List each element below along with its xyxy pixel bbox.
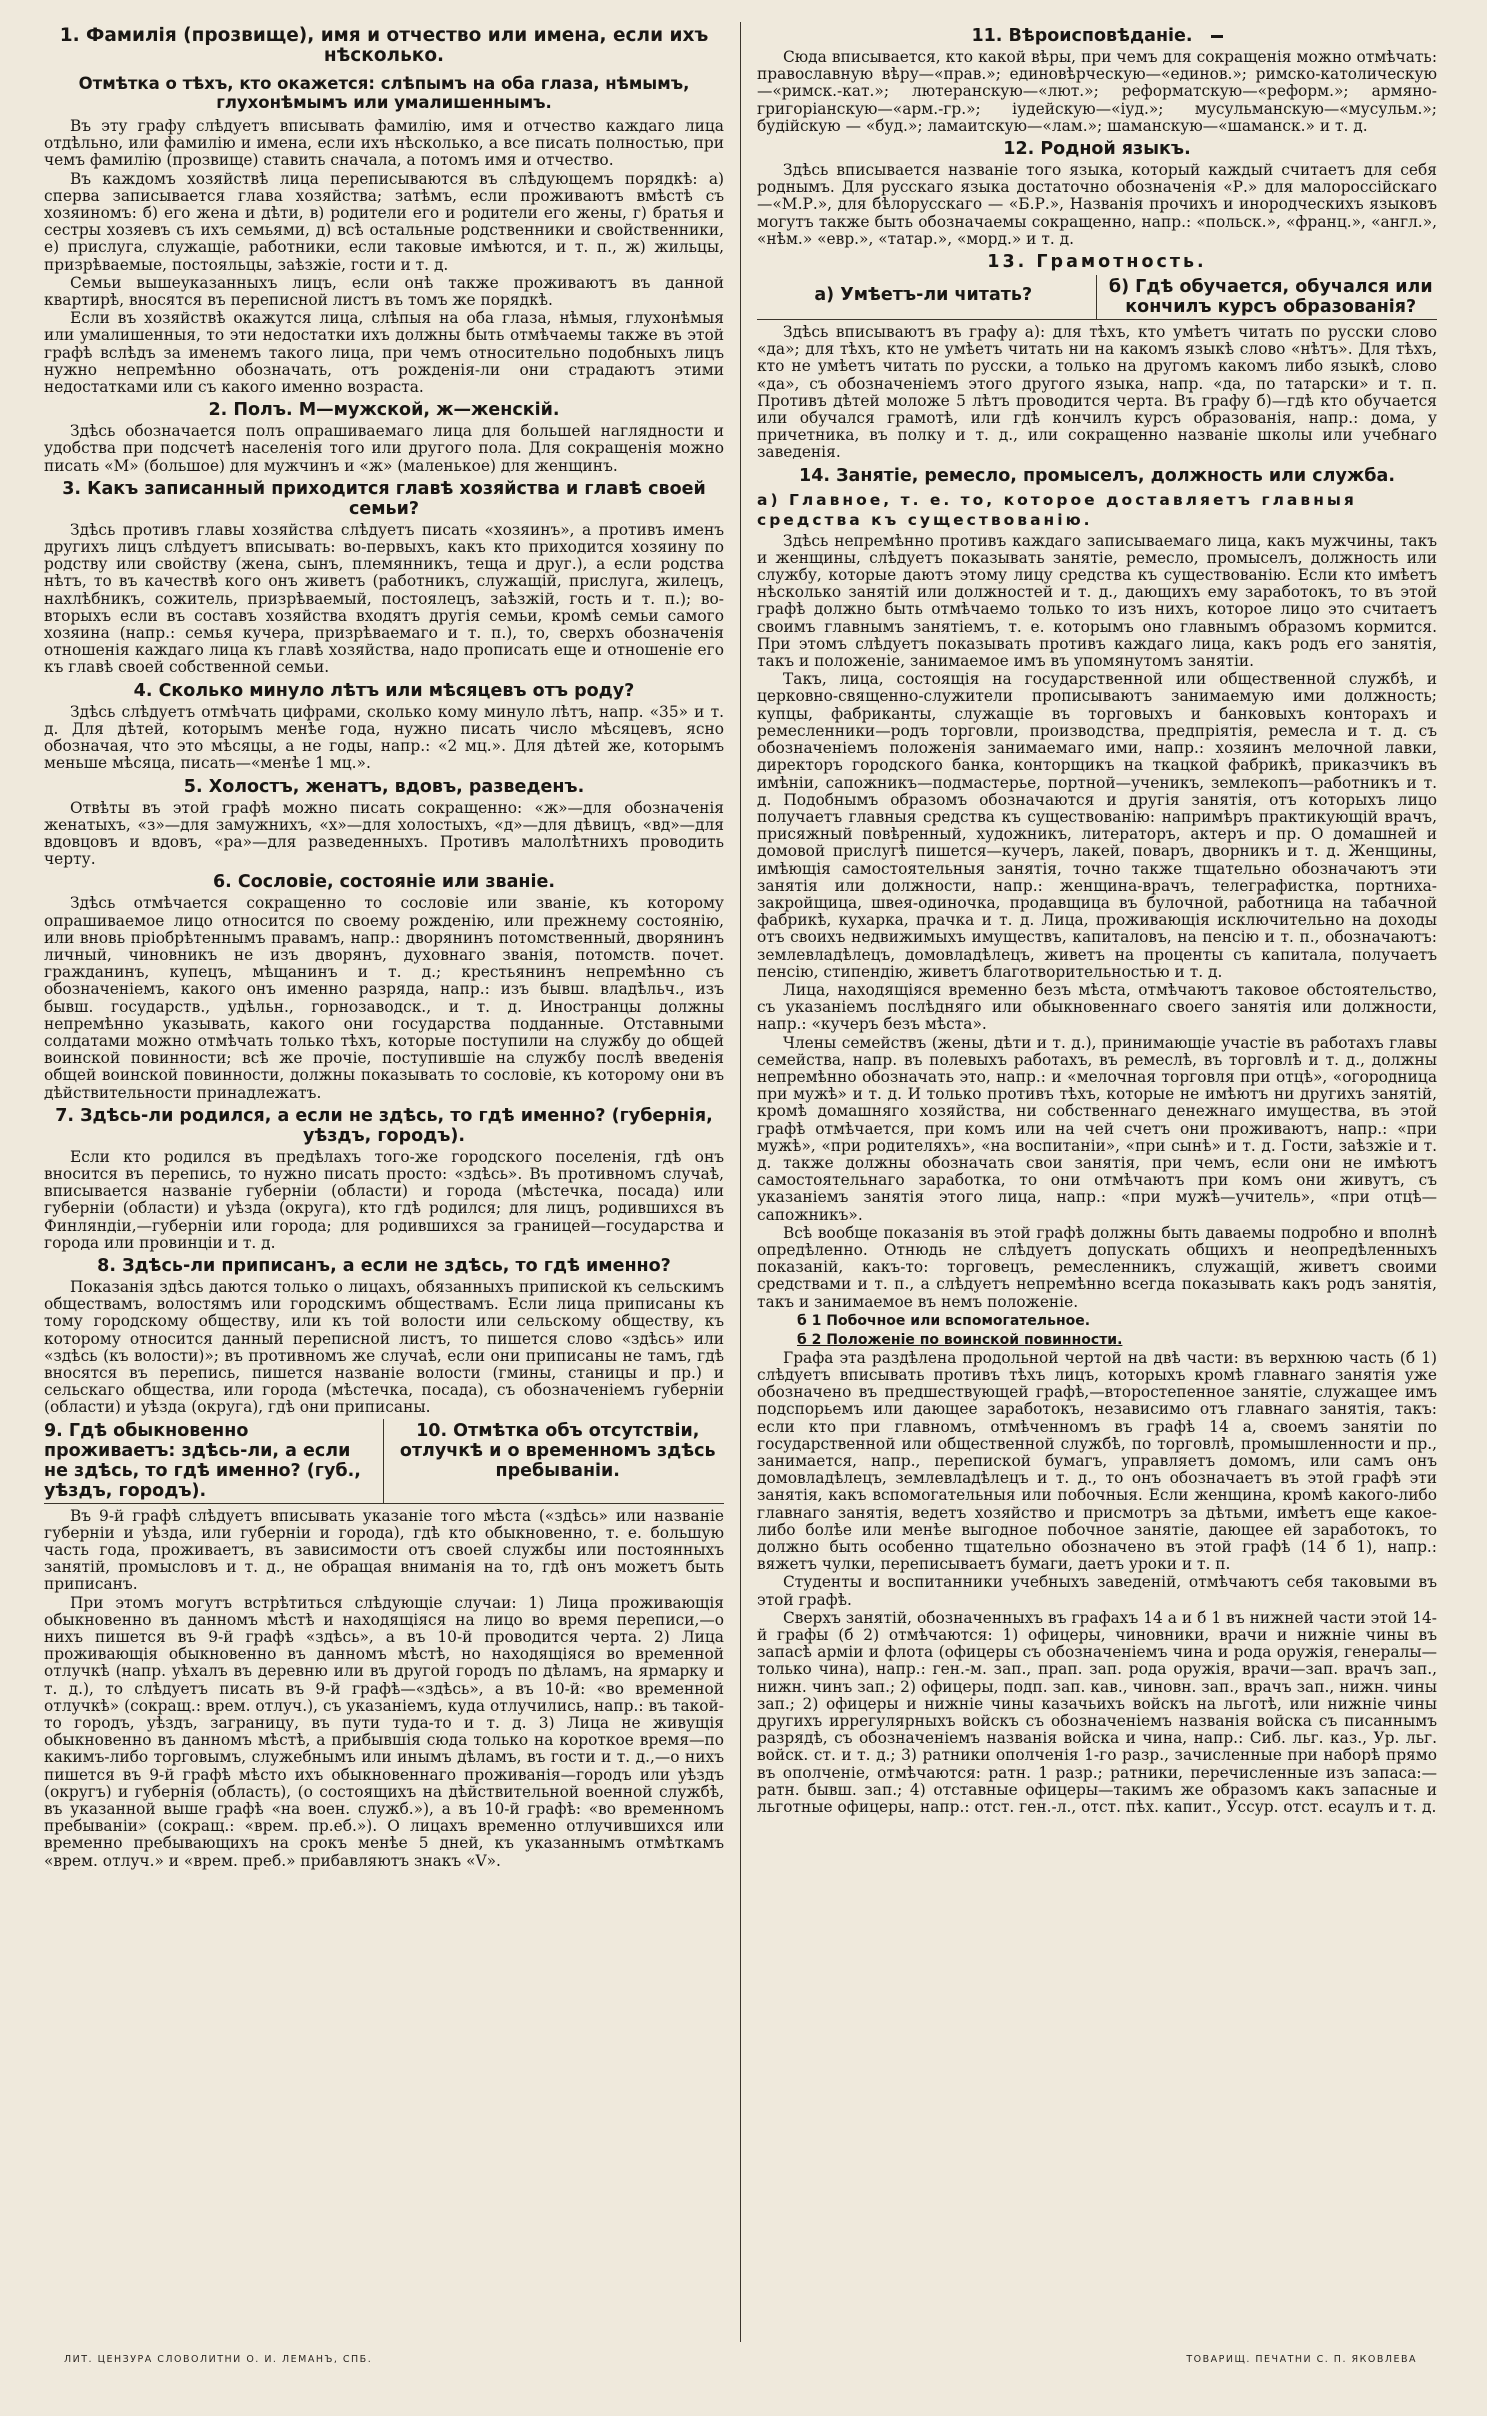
section-7-heading: 7. Здѣсь-ли родился, а если не здѣсь, то гдѣ именно? (губернія, уѣздъ, городъ). [55,1105,713,1146]
footer-right-imprint: ТОВАРИЩ. ПЕЧАТНИ С. П. ЯКОВЛЕВА [1186,2354,1417,2365]
paragraph: При этомъ могутъ встрѣтиться слѣдующіе случаи: 1) Лица проживающія обыкновенно въ данномъ мѣстѣ и находящіяся на лицо во время переписи,—о нихъ пишется въ 9-й графѣ «здѣсь», а въ 10-й проводится черта. 2) Лица проживающія обыкновенно въ данномъ мѣстѣ, но находящіяся во временной отлучкѣ (напр. уѣхалъ въ деревню или въ другой городъ по дѣламъ, на ярмарку и т. д.), то слѣдуетъ писать въ 9-й графѣ—«здѣсь», а въ 10-й: «во временной отлучкѣ» (сокращ.: врем. отлуч.), съ указаніемъ, куда отлучились, напр.: въ такой-то городъ, уѣздъ, заграницу, въ пути туда-то и т. д. 3) Лица не живущія обыкновенно въ данномъ мѣстѣ, а прибывшія сюда только на короткое время—по какимъ-либо торговымъ, служебнымъ или инымъ дѣламъ, въ гости и т. д.,—о нихъ пишется въ 9-й графѣ мѣсто ихъ обыкновеннаго проживанія—городъ или уѣздъ (округъ) и губернія (область), (о состоящихъ на дѣйствительной военной службѣ, въ указанной выше графѣ «на воен. служб.»), а въ 10-й графѣ: «во временномъ пребываніи» (сокращ.: «врем. пр.еб.»). О лицахъ временно отлучившихся или временно пребывающихъ на срокъ менѣе 5 дней, къ указаннымъ отмѣткамъ «врем. отлуч.» и «врем. преб.» прибавляютъ знакъ «V». [44,1593,724,1870]
paragraph: Показанія здѣсь даются только о лицахъ, обязанныхъ припиской къ сельскимъ обществамъ, волостямъ или городскимъ обществамъ. Если лица приписаны къ тому городскому обществу, или къ той волости или сельскому обществу, къ которому относится данный переписной листъ, то пишется слово «здѣсь» или «здѣсь (къ волости)»; въ противномъ же случаѣ, если они приписаны не тамъ, гдѣ вносятся въ перепись, пишется названіе волости (гмины, станицы и пр.) и сельскаго общества, или города (мѣстечка, посада), съ обозначеніемъ губерніи (области) и уѣзда (округа), гдѣ они приписаны. [44,1277,724,1417]
section-8-heading: 8. Здѣсь-ли приписанъ, а если не здѣсь, то гдѣ именно? [97,1255,671,1276]
section-9-10-header [44,1419,724,1504]
paragraph: Семьи вышеуказанныхъ лицъ, если онѣ также проживаютъ въ данной квартирѣ, вносятся въ переписной листъ въ томъ же порядкѣ. [44,273,724,310]
paragraph: Сверхъ занятій, обозначенныхъ въ графахъ 14 а и б 1 въ нижней части этой 14-й графы (б 2) отмѣчаются: 1) офицеры, чиновники, врачи и нижніе чины въ запасѣ арміи и флота (офицеры съ обозначеніемъ чина и рода оружія, генералы—только чина), напр.: ген.-м. зап., прап. зап. рода оружія, врачи—зап. врачъ зап., нижн. чинъ зап.; 2) офицеры, подп. зап. кав., чиновн. зап., врачъ зап., нижн. чины зап.; 2) офицеры и нижніе чины казачьихъ войскъ на льготѣ, или нижніе чины другихъ иррегулярныхъ войскъ съ обозначеніемъ названія войска съ писаннымъ разрядѣ, съ обозначеніемъ названія войска и чина, напр.: Сиб. льг. каз., Ур. льг. войск. ст. и т. д.; 3) ратники ополченія 1-го разр., зачисленные при наборѣ прямо въ ополченіе, отмѣчаются: ратн. 1 разр.; ратники, перечисленные изъ запаса:—ратн. бывш. зап.; 4) отставные офицеры—такимъ же образомъ какъ запасные и льготные офицеры, напр.: отст. ген.-л., отст. пѣх. капит., Уссур. отст. есаулъ и т. д. [757,1608,1437,1817]
section-4-text [44,704,724,773]
section-11-title: 11. Вѣроисповѣданіе. [971,26,1193,46]
section-12-text [757,162,1437,248]
paragraph: Лица, находящіяся временно безъ мѣста, отмѣчаютъ таковое обстоятельство, съ указаніемъ послѣдняго или обыкновеннаго своего занятія или должности, напр.: «кучеръ безъ мѣста». [757,980,1437,1034]
section-13b-heading: б) Гдѣ обучается, обучался или кончилъ курсъ образованія? [1108,277,1433,318]
section-4-heading: 4. Сколько минуло лѣтъ или мѣсяцевъ отъ роду? [133,680,635,701]
paragraph: Въ эту графу слѣдуетъ вписывать фамилію, имя и отчество каждаго лица отдѣльно, или фамилію и имена, если ихъ нѣсколько, а все писать полностью, при чемъ фамилію (прозвище) ставить сначала, а потомъ имя и отчество. [44,117,724,170]
section-9-10-text [44,1508,724,1870]
section-10-heading: 10. Отмѣтка объ отсутствіи, отлучкѣ и о временномъ здѣсь пребываніи. [399,1420,716,1481]
section-14b1-heading: б 1 Побочное или вспомогательное. [797,1312,1091,1329]
section-5-text [44,800,724,869]
paragraph: Здѣсь отмѣчается сокращенно то сословіе или званіе, къ которому опрашиваемое лицо относится по своему рожденію, или прежнему состоянію, или вновь пріобрѣтеннымъ правамъ, напр.: дворянинъ потомственный, дворянинъ личный, чиновникъ не изъ дворянъ, духовнаго званія, потомств. почет. гражданинъ, купецъ, мѣщанинъ и т. д.; крестьянинъ непремѣнно съ обозначеніемъ, какого онъ именно разряда, напр.: изъ бывш. владѣльч., изъ бывш. государств., удѣльн., горнозаводск., и т. д. Иностранцы должны непремѣнно указывать, какого они государства подданные. Отставными солдатами можно отмѣчать только тѣхъ, которые поступили на службу до общей воинской повинности; всѣ же прочіе, поступившіе на службу послѣ введенія общей воинской повинности, должны показывать то сословіе, къ которому они въ дѣйствительности принадлежатъ. [44,894,724,1102]
section-14b-text [757,1350,1437,1816]
paragraph: Отвѣты въ этой графѣ можно писать сокращенно: «ж»—для обозначенія женатыхъ, «з»—для замужнихъ, «х»—для холостыхъ, «д»—для дѣвицъ, «вд»—для вдовцовъ и вдовъ, «ра»—для разведенныхъ. Противъ малолѣтнихъ проводить черту. [44,798,724,869]
paragraph: Здѣсь вписывается названіе того языка, который каждый считаетъ для себя роднымъ. Для русскаго языка достаточно обозначенія «Р.» для малороссійскаго—«М.Р.», для бѣлорусскаго — «Б.Р.», Названія прочихъ и инородческихъ языковъ могутъ также быть обозначаемы сокращенно, напр.: «польск.», «франц.», «англ.», «нѣм.» «евр.», «татар.», «морд.» и т. д. [757,161,1437,248]
dash-mark [1211,35,1223,38]
section-14-heading: 14. Занятіе, ремесло, промыселъ, должность или служба. [799,465,1395,486]
section-9-heading: 9. Гдѣ обыкновенно проживаетъ: здѣсь-ли, а если не здѣсь, то гдѣ именно? (губ., уѣздъ, городъ). [44,1420,361,1501]
section-1-subheading: Отмѣтка о тѣхъ, кто окажется: слѣпымъ на оба глаза, нѣмымъ, глухонѣмымъ или умалишеннымъ. [78,74,690,112]
paragraph: Сюда вписывается, кто какой вѣры, при чемъ для сокращенія можно отмѣчать: православную вѣру—«прав.»; единовѣрческую—«единов.»; римско-католическую—«римск.-кат.»; лютеранскую—«лют.»; реформатскую—«реформ.»; армяно-григоріанскую—«арм.-гр.»; іудейскую—«іуд.»; мусульманскую—«мусульм.»; будійскую — «буд.»; ламаитскую—«лам.»; шаманскую—«шаманск.» и т. д. [757,48,1437,135]
paragraph: Здѣсь вписываютъ въ графу а): для тѣхъ, кто умѣетъ читать по русски слово «да»; для тѣхъ, кто не умѣетъ читать ни на какомъ языкѣ слово «нѣтъ». Для тѣхъ, кто не умѣетъ читать по русски, а только на другомъ какомъ либо языкѣ, слово «да», съ обозначеніемъ этого другого языка, напр. «да, по татарски» и т. п. Противъ дѣтей моложе 5 лѣтъ проводится черта. Въ графу б)—гдѣ кто обучается или обучался грамотѣ, или гдѣ кончилъ курсъ образованія, напр.: дома, у причетника, въ полку и т. д., или сокращенно названіе школы или учебнаго заведенія. [757,323,1437,462]
section-1-text [44,118,724,396]
paragraph: Если въ хозяйствѣ окажутся лица, слѣпыя на оба глаза, нѣмыя, глухонѣмыя или умалишенныя, то эти недостатки ихъ должны быть отмѣчаемы также въ этой графѣ вслѣдъ за именемъ такого лица, при чемъ относительно подобныхъ лицъ нужно непремѣнно обозначать, отъ рожденія-ли они страдаютъ этими недостатками или съ какого именно возраста. [44,309,724,397]
section-14a-heading: а) Главное, т. е. то, которое доставляетъ главныя средства къ существованію. [757,490,1357,529]
paragraph: Здѣсь непремѣнно противъ каждаго записываемаго лица, какъ мужчины, такъ и женщины, слѣдуетъ показывать занятіе, ремесло, промыселъ, должность или службу, которые даютъ этому лицу средства къ существованію. Если кто имѣетъ нѣсколько занятій или должностей и т. д., дающихъ ему заработокъ, то въ этой графѣ должно быть отмѣчаемо только то изъ нихъ, которое лицо это считаетъ своимъ главнымъ занятіемъ, т. е. которымъ оно главнымъ образомъ кормится. При этомъ слѣдуетъ показывать противъ каждаго лица, какъ родъ его занятія, такъ и положеніе, занимаемое имъ въ упомянутомъ занятіи. [757,531,1437,671]
section-3-text [44,522,724,677]
section-14b2-heading: б 2 Положеніе по воинской повинности. [797,1331,1123,1348]
paragraph: Здѣсь противъ главы хозяйства слѣдуетъ писать «хозяинъ», а противъ именъ другихъ лицъ слѣдуетъ вписывать: во-первыхъ, какъ кто приходится хозяину по родству или свойству (жена, сынъ, племянникъ, теща и друг.), а если родства нѣтъ, то въ качествѣ кого онъ живетъ (работникъ, служащій, прислуга, жилецъ, нахлѣбникъ, сожитель, призрѣваемый, постоялецъ, заѣзжій, гость и т. п.); во-вторыхъ если въ составъ хозяйства входятъ другія семьи, кромѣ семьи самого хозяина (напр.: семья кучера, призрѣваемаго и т. п.), то, сверхъ обозначенія отношенія каждаго лица къ главѣ хозяйства, надо прописать еще и отношеніе его къ главѣ своей собственной семьи. [44,520,724,677]
section-5-heading: 5. Холостъ, женатъ, вдовъ, разведенъ. [183,776,585,797]
print-footer [0,2348,1487,2372]
section-7-text [44,1149,724,1252]
paragraph: Въ 9-й графѣ слѣдуетъ вписывать указаніе того мѣста («здѣсь» или названіе губерніи и уѣзда, или губерніи и города), гдѣ кто обыкновенно, т. е. большую часть года, проживаетъ, въ зависимости отъ своей службы или постоянныхъ занятій, промысловъ и т. д., не обращая вниманія на то, гдѣ онъ можетъ быть приписанъ. [44,1506,724,1594]
paragraph: Члены семействъ (жены, дѣти и т. д.), принимающіе участіе въ работахъ главы семейства, напр. въ полевыхъ работахъ, въ ремеслѣ, въ торговлѣ и т. д., должны непремѣнно обозначать это, напр.: и «мелочная торговля при отцѣ», «огородница при мужѣ» и т. д. И только противъ тѣхъ, которые не имѣютъ ни другихъ занятій, кромѣ домашняго хозяйства, ни собственнаго денежнаго имущества, въ этой графѣ отмѣчается, при комъ или на чей счетъ они проживаютъ, напр.: «при мужѣ», «при родителяхъ», «на воспитаніи», «при сынѣ» и т. д. Гости, заѣзжіе и т. д. также должны обозначать свои занятія, при чемъ, если они не имѣютъ самостоятельнаго заработка, то они отмѣчаютъ при комъ они живутъ, съ указаніемъ занятія этого лица, напр.: «при мужѣ—учитель», «при отцѣ—сапожникъ». [757,1033,1437,1224]
left-column [44,22,740,2342]
footer-left-imprint: ЛИТ. ЦЕНЗУРА СЛОВОЛИТНИ О. И. ЛЕМАНЪ, СПБ. [64,2354,373,2365]
section-6-text [44,895,724,1101]
section-12-heading: 12. Родной языкъ. [1003,139,1191,160]
section-14-text [757,533,1437,1311]
section-1-heading: 1. Фамилія (прозвище), имя и отчество или имена, если ихъ нѣсколько. [59,25,709,66]
section-11-heading [757,26,1437,46]
section-11-text [757,49,1437,135]
section-13a-heading: а) Умѣетъ-ли читать? [814,285,1033,306]
right-column [740,22,1437,2342]
section-6-heading: 6. Сословіе, состояніе или званіе. [213,872,555,893]
section-2-text [44,423,724,475]
paragraph: Въ каждомъ хозяйствѣ лица переписываются въ слѣдующемъ порядкѣ: а) сперва записывается глава хозяйства; затѣмъ, если проживаютъ вмѣстѣ съ хозяиномъ: б) его жена и дѣти, в) родители его и родители его жены, г) братья и сестры хозяевъ съ ихъ семьями, д) всѣ остальные родственники и свойственники, е) прислуга, служащіе, работники, если таковые имѣются, и т. п., ж) жильцы, призрѣваемые, постояльцы, заѣзжіе, гости и т. д. [44,169,724,274]
paragraph: Студенты и воспитанники учебныхъ заведеній, отмѣчаютъ себя таковыми въ этой графѣ. [757,1573,1437,1609]
paragraph: Такъ, лица, состоящія на государственной или общественной службѣ, и церковно-священно-служители прописываютъ занимаемую ими должность; купцы, фабриканты, служащіе въ торговыхъ и банковыхъ конторахъ и ремесленники—родъ торговли, производства, предпріятія, ремесла и т. д. съ обозначеніемъ положенія занимаемаго ими, напр.: хозяинъ мелочной лавки, директоръ городского банка, конторщикъ на ткацкой фабрикѣ, приказчикъ въ имѣніи, сапожникъ—подмастерье, портной—ученикъ, землекопъ—работникъ и т. д. Подобнымъ образомъ обозначаются и другія занятія, отъ которыхъ лицо получаетъ главныя средства къ существованію: напримѣръ практикующій врачъ, присяжный повѣренный, художникъ, литераторъ, актеръ и пр. О домашней и домовой прислугѣ пишется—кучеръ, лакей, поваръ, дворникъ и т. д. Женщины, имѣющія самостоятельныя занятія, точно также тщательно обозначаютъ эти занятія или должности, напр.: женщина-врачъ, телеграфистка, портниха-закройщица, швея-одиночка, продавщица въ булочной, работница на табачной фабрикѣ, кухарка, прачка и т. д. Лица, проживающія исключительно на доходы отъ своихъ недвижимыхъ имуществъ, капиталовъ, на пенсію и т. п., обозначаютъ: землевладѣлецъ, домовладѣлецъ, живетъ на проценты съ капитала, получаетъ пенсію, стипендію, живетъ благотворительностью и т. д. [757,670,1437,981]
section-13-subheader [757,275,1437,320]
paragraph: Графа эта раздѣлена продольной чертой на двѣ части: въ верхнюю часть (б 1) слѣдуетъ вписывать противъ тѣхъ лицъ, которыхъ кромѣ главнаго занятія уже обозначено въ предшествующей графѣ,—второстепенное занятіе, служащее имъ подспорьемъ или дающее заработокъ, независимо отъ главнаго занятія, такъ: если кто при главномъ, отмѣченномъ въ графѣ 14 а, своемъ занятіи по государственной или общественной службѣ, по торговлѣ, промышленности и пр., занимается, напр., перепиской бумагъ, управляетъ домомъ, или самъ онъ домовладѣлецъ, землевладѣлецъ и т. д., то онъ обозначаетъ въ этой графѣ эти занятія, какъ вспомогательныя или побочныя. Если женщина, кромѣ какого-либо главнаго занятія, ведетъ хозяйство и присмотръ за дѣтьми, имѣетъ еще какое-либо болѣе или менѣе выгодное побочное занятіе, дающее ей заработокъ, то должно быть особенно тщательно обозначено въ этой графѣ (14 б 1), напр.: вяжетъ чулки, переписываетъ бумаги, даетъ уроки и т. п. [757,1348,1437,1574]
section-13-text [757,324,1437,462]
paragraph: Если кто родился въ предѣлахъ того-же городского поселенія, гдѣ онъ вносится въ перепись, то нужно писать просто: «здѣсь». Въ противномъ случаѣ, вписывается названіе губерніи (области) и города (мѣстечка, посада) или губерніи (области) и уѣзда (округа), кто гдѣ родился; для лицъ, родившихся въ Финляндіи,—губерніи или города; для родившихся за границей—государства и города или провинціи и т. д. [44,1147,724,1252]
section-2-heading: 2. Полъ. М—мужской, ж—женскій. [208,400,560,421]
section-13-heading: 13. Грамотность. [987,252,1207,273]
paragraph: Здѣсь обозначается полъ опрашиваемаго лица для большей наглядности и удобства при подсчетѣ населенія того или другого пола. Для сокращенія можно писать «М» (большое) для мужчинъ и «ж» (маленькое) для женщинъ. [44,422,724,475]
section-8-text [44,1279,724,1417]
section-3-heading: 3. Какъ записанный приходится главѣ хозяйства и главѣ своей семьи? [62,478,706,519]
paragraph: Здѣсь слѣдуетъ отмѣчать цифрами, сколько кому минуло лѣтъ, напр. «35» и т. д. Для дѣтей, которымъ менѣе года, нужно писать число мѣсяцевъ, ясно обозначая, что это мѣсяцы, а не годы, напр.: «2 мц.». Для дѣтей же, которымъ меньше мѣсяца, писать—«менѣе 1 мц.». [44,702,724,773]
paragraph: Всѣ вообще показанія въ этой графѣ должны быть даваемы подробно и вполнѣ опредѣленно. Отнюдь не слѣдуетъ допускать общихъ и неопредѣленныхъ показаній, какъ-то: торговецъ, ремесленникъ, служащій, живетъ своими средствами и т. п., а слѣдуетъ непремѣнно всегда показывать какъ родъ занятія, такъ и занимаемое въ немъ положеніе. [757,1223,1437,1311]
